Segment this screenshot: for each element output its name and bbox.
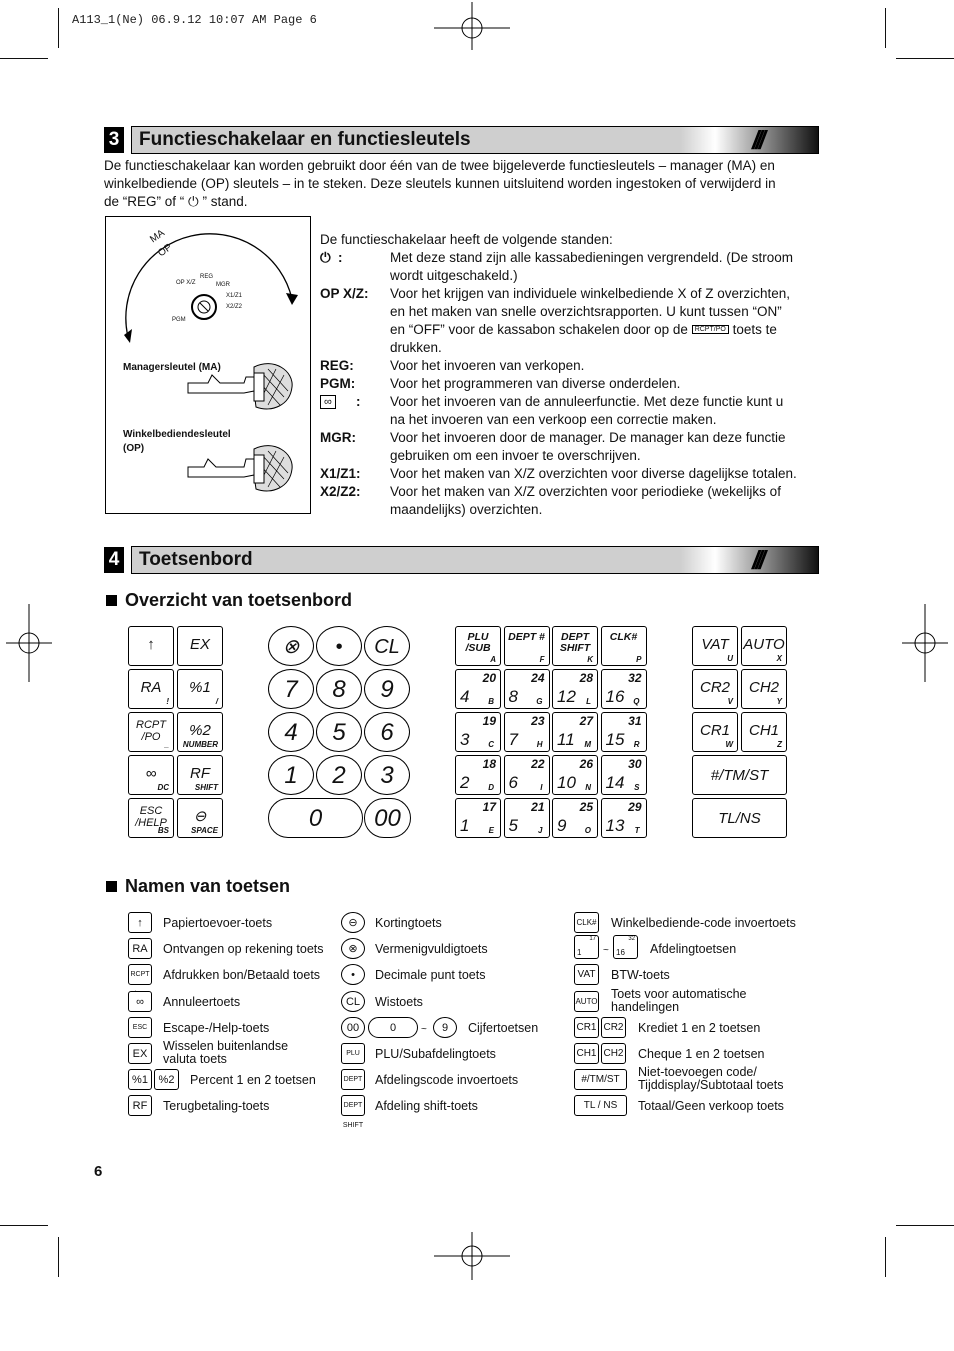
legend-key-icon (613, 935, 638, 959)
legend-label: BTW-toets (611, 968, 670, 983)
department-key[interactable] (504, 712, 550, 752)
numpad-key[interactable]: 5 (316, 712, 362, 752)
legend-key-icon: 9 (433, 1017, 457, 1038)
key-sublabel: X (776, 654, 782, 663)
numpad-key[interactable]: 2 (316, 755, 362, 795)
numpad-key[interactable]: 8 (316, 669, 362, 709)
numpad-key[interactable]: 3 (364, 755, 410, 795)
key-sublabel: V (727, 697, 733, 706)
key-sublabel: P (636, 655, 642, 664)
key-label: ∞ (145, 765, 157, 782)
legend-key-icon: DEPT SHIFT (341, 1095, 365, 1116)
legend-key-icon: 0 (368, 1017, 418, 1038)
legend-label: PLU/Subafdelingtoets (375, 1047, 496, 1061)
key-top-number: 17 (589, 936, 596, 943)
dept-bottom-number: 7 (508, 730, 518, 749)
key-ra[interactable] (128, 669, 174, 709)
key--1[interactable] (177, 669, 223, 709)
dept-bottom-number: 12 (557, 687, 576, 706)
numpad-key[interactable]: 0 (268, 798, 363, 838)
dept-function-key[interactable] (601, 626, 647, 666)
legend-label: Krediet 1 en 2 toetsen (638, 1020, 761, 1035)
dept-function-key[interactable] (455, 626, 501, 666)
legend-label: Papiertoevoer-toets (163, 916, 273, 930)
dept-top-number: 20 (482, 671, 496, 685)
dept-top-number: 17 (482, 800, 496, 814)
key-cr2[interactable] (692, 669, 738, 709)
key-rf[interactable] (177, 755, 223, 795)
numpad-key[interactable]: ⊗ (268, 626, 314, 666)
position-mgr: MGR: Voor het invoeren door de manager. De manager kan deze functie gebruiken om een invoer te overschrijven. (320, 430, 786, 463)
legend-key-icon: 00 (341, 1017, 365, 1038)
key-sublabel: SHIFT (194, 783, 218, 792)
slashes-decoration: /// (752, 545, 762, 575)
legend-label: Toets voor automatische handelingen (611, 986, 747, 1014)
key-sublabel: F (539, 655, 545, 664)
position-off: ⏻ : Met deze stand zijn alle kassabedieningen vergrendeld. (De stroom wordt uitgeschakeld.) (320, 250, 793, 283)
numpad-key[interactable]: 00 (364, 798, 411, 838)
legend-key-icon: VAT (574, 964, 599, 985)
wide-key[interactable]: TL/NS (692, 798, 787, 838)
dept-bottom-number: 5 (508, 816, 518, 835)
key-sublabel: / (215, 697, 218, 706)
key-label: RF (190, 765, 210, 782)
key--[interactable] (128, 755, 174, 795)
legend-label: Cijfertoetsen (468, 1020, 539, 1035)
key-vat[interactable] (692, 626, 738, 666)
dept-top-number: 25 (579, 800, 593, 814)
legend-key-icon: %2 (154, 1069, 179, 1090)
page-number: 6 (94, 1163, 103, 1180)
department-key[interactable] (504, 669, 550, 709)
key-bottom-number: 16 (616, 948, 625, 958)
dept-bottom-number: 1 (460, 816, 470, 835)
registration-mark (432, 1232, 512, 1282)
legend-key-icon: ↑ (128, 912, 152, 933)
power-icon: ⏻ (320, 250, 331, 265)
dept-top-number: 27 (579, 714, 593, 728)
dept-bottom-number: 10 (557, 773, 576, 792)
dept-top-number: 28 (579, 671, 593, 685)
legend-label: Totaal/Geen verkoop toets (638, 1099, 784, 1114)
department-key[interactable] (552, 755, 598, 795)
legend-key-icon: TL / NS (574, 1095, 627, 1116)
department-key[interactable] (552, 669, 598, 709)
key-diagram (105, 216, 311, 514)
key-sublabel: B (488, 697, 494, 706)
legend-label: Wisselen buitenlandse valuta toets (163, 1039, 289, 1066)
legend-label: Afdeling shift-toets (375, 1099, 478, 1114)
key--[interactable] (177, 798, 223, 838)
legend-key-icon (574, 935, 599, 959)
manager-key-icon (184, 357, 296, 417)
key-sublabel: H (536, 740, 543, 749)
clerk-key-label: Winkelbediendesleutel (123, 429, 231, 440)
key-sublabel: Q (633, 697, 640, 706)
department-key[interactable] (455, 798, 501, 838)
key-ch1[interactable] (741, 712, 787, 752)
department-key[interactable] (601, 755, 647, 795)
key-ch2[interactable] (741, 669, 787, 709)
dept-top-number: 21 (531, 800, 545, 814)
legend-label: Afdelingscode invoertoets (375, 1073, 519, 1088)
key-ex[interactable] (177, 626, 223, 666)
key-label: ⊖ (193, 808, 207, 825)
positions-list (320, 249, 840, 519)
label-x2z2: X2/Z2 (226, 304, 243, 310)
intro-line: winkelbediende (OP) sleutels – in te steken. Deze sleutels kunnen uitsluitend worden ingestoken of verwijderd in (104, 176, 776, 191)
position-x2z2: X2/Z2: Voor het maken van X/Z overzichten voor periodieke (wekelijks of maandelijks) overzichten. (320, 484, 781, 517)
dept-bottom-number: 6 (508, 773, 518, 792)
intro-paragraph (104, 157, 834, 211)
subheading-names: Namen van toetsen (106, 876, 290, 897)
legend-key-icon: ⊖ (341, 912, 365, 933)
dept-bottom-number: 9 (557, 816, 567, 835)
numpad-key[interactable]: 9 (364, 669, 410, 709)
key-sublabel: K (587, 655, 593, 664)
legend-label: Afdelingtoetsen (650, 942, 737, 957)
key-label: RCPT /PO (136, 719, 166, 743)
key-label: %1 (189, 679, 211, 696)
dept-bottom-number: 11 (557, 730, 575, 749)
key-label: PLU /SUB (465, 631, 491, 654)
legend-key-icon: RF (128, 1095, 152, 1116)
key-sublabel: T (634, 826, 640, 835)
legend-key-icon: CR1 (574, 1017, 599, 1038)
legend-label: Niet-toevoegen code/ Tijddisplay/Subtotaal toets (638, 1065, 784, 1093)
dept-top-number: 29 (628, 800, 642, 814)
subheading-overview: Overzicht van toetsenbord (106, 590, 352, 611)
dept-top-number: 32 (628, 671, 642, 685)
key-sublabel: E (488, 826, 494, 835)
legend-key-icon: ∞ (128, 991, 152, 1012)
key-sublabel: Z (777, 740, 782, 749)
legend-key-icon: CR2 (601, 1017, 626, 1038)
section-number: 4 (104, 547, 124, 573)
label-op: OP (156, 241, 175, 260)
department-key[interactable] (504, 798, 550, 838)
legend-key-icon: RA (128, 938, 152, 959)
label-x1z1: X1/Z1 (226, 293, 243, 299)
legend-key-icon: CL (341, 991, 365, 1012)
manager-key-label: Managersleutel (MA) (123, 362, 221, 373)
slashes-decoration: /// (752, 125, 762, 155)
legend-key-icon: #/TM/ST (574, 1069, 627, 1090)
key-sublabel: _ (164, 740, 169, 749)
key-cr1[interactable] (692, 712, 738, 752)
key-sublabel: M (584, 740, 591, 749)
key-sublabel: A (490, 655, 496, 664)
void-icon: ∞ (320, 395, 336, 409)
label-opxz: OP X/Z (176, 280, 196, 286)
legend-key-icon: EX (128, 1043, 152, 1064)
key-sublabel: D (488, 783, 494, 792)
key-label: ↑ (147, 636, 155, 653)
position-void: ∞ : Voor het invoeren van de annuleerfunctie. Met deze functie kunt u na het invoeren van een verkoop een correctie maken. (320, 393, 840, 429)
key-sublabel: O (584, 826, 591, 835)
legend-key-icon: ESC (128, 1017, 152, 1038)
department-key[interactable] (552, 798, 598, 838)
section-title: Toetsenbord (139, 549, 253, 570)
key-sublabel: U (727, 654, 733, 663)
key-label: %2 (189, 722, 211, 739)
power-icon: ⏻ (184, 194, 203, 209)
key--[interactable] (128, 626, 174, 666)
legend-key-icon: CH1 (574, 1043, 599, 1064)
key-auto[interactable] (741, 626, 787, 666)
numpad-key[interactable]: 7 (268, 669, 314, 709)
legend-label: Cheque 1 en 2 toetsen (638, 1047, 765, 1061)
department-key[interactable] (455, 712, 501, 752)
dept-bottom-number: 2 (460, 773, 470, 792)
crop-mark (896, 1225, 954, 1226)
legend-label: Percent 1 en 2 toetsen (190, 1073, 316, 1088)
dept-top-number: 19 (482, 714, 496, 728)
legend-label: Decimale punt toets (375, 968, 486, 983)
legend-key-icon: • (341, 964, 365, 985)
label-reg: REG (200, 274, 214, 280)
legend-key-icon: AUTO (574, 991, 599, 1012)
legend-label: Annuleertoets (163, 994, 241, 1009)
intro-line: de “REG” of “ ⏻ ” stand. (104, 194, 248, 209)
dept-bottom-number: 8 (508, 687, 518, 706)
crop-mark (58, 8, 59, 48)
key-label: DEPT SHIFT (559, 631, 591, 654)
key-sublabel: Y (776, 697, 782, 706)
crop-mark (0, 1225, 48, 1226)
dept-bottom-number: 15 (605, 730, 625, 749)
dept-bottom-number: 4 (460, 687, 470, 706)
numpad-key[interactable]: • (316, 626, 362, 666)
department-key[interactable] (504, 755, 550, 795)
key-top-number: 32 (628, 936, 635, 943)
key-sublabel: I (540, 783, 543, 792)
dept-top-number: 26 (579, 757, 593, 771)
section-title: Functieschakelaar en functiesleutels (139, 129, 471, 150)
key-label: CR1 (699, 722, 730, 739)
department-key[interactable] (601, 669, 647, 709)
department-key[interactable] (455, 669, 501, 709)
key-sublabel: L (586, 697, 591, 706)
dept-top-number: 23 (531, 714, 545, 728)
legend-key-icon: CLK# (574, 912, 599, 933)
crop-mark (885, 8, 886, 48)
numpad-key[interactable]: 6 (364, 712, 410, 752)
label-mgr: MGR (216, 282, 230, 288)
label-ma: MA (148, 227, 167, 246)
key-sublabel: ! (166, 697, 169, 706)
legend-label: Winkelbediende-code invoertoets (611, 916, 796, 930)
key-label: CLK# (609, 631, 638, 643)
dept-bottom-number: 13 (605, 816, 625, 835)
registration-mark (432, 2, 512, 52)
legend-key-icon: %1 (128, 1069, 152, 1090)
key-label: EX (189, 636, 210, 653)
legend-key-icon: ⊗ (341, 938, 365, 959)
key-sublabel: J (538, 826, 543, 835)
legend-key-icon: PLU (341, 1043, 365, 1064)
crop-mark (0, 58, 48, 59)
legend-separator: ~ (603, 945, 609, 957)
label-pgm: PGM (172, 317, 186, 323)
key-sublabel: BS (157, 826, 169, 835)
department-key[interactable] (552, 712, 598, 752)
position-reg: REG: Voor het invoeren van verkopen. (320, 358, 585, 373)
dept-function-key[interactable] (552, 626, 598, 666)
rcpt-po-key-icon: RCPT/PO (692, 325, 729, 334)
key-sublabel: W (725, 740, 733, 749)
registration-mark (6, 604, 52, 684)
key-sublabel: C (488, 740, 494, 749)
key--2[interactable] (177, 712, 223, 752)
crop-mark (58, 1237, 59, 1277)
numpad-key[interactable]: 4 (268, 712, 314, 752)
key-label: AUTO (743, 636, 785, 653)
dept-bottom-number: 3 (460, 730, 470, 749)
numpad-key[interactable]: CL (364, 626, 410, 666)
key-label: RA (140, 679, 162, 696)
key-sublabel: R (633, 740, 640, 749)
legend-label: Escape-/Help-toets (163, 1020, 270, 1035)
key-sublabel: N (585, 783, 591, 792)
key-label: VAT (701, 636, 729, 653)
department-key[interactable] (601, 712, 647, 752)
clerk-key-label: (OP) (123, 443, 145, 454)
intro-line: De functieschakelaar kan worden gebruikt door één van de twee bijgeleverde functiesleutels – manager (MA) en (104, 158, 775, 173)
dept-top-number: 22 (531, 757, 545, 771)
position-pgm: PGM: Voor het programmeren van diverse onderdelen. (320, 376, 681, 391)
clerk-key-icon (184, 437, 296, 501)
print-header: A113_1(Ne) 06.9.12 10:07 AM Page 6 (72, 13, 317, 27)
key-sublabel: SPACE (191, 826, 218, 835)
position-opxz: OP X/Z: Voor het krijgen van individuele winkelbediende X of Z overzichten, en het maken van snelle overzichtsrapporten. U kunt tussen “ON” en “OFF” voor de kassabon schakelen door op de RCPT/PO toets te drukken. (320, 286, 790, 356)
dept-bottom-number: 16 (605, 687, 625, 706)
legend-label: Terugbetaling-toets (163, 1099, 270, 1114)
positions-intro: De functieschakelaar heeft de volgende standen: (320, 232, 613, 247)
key-label: ESC /HELP (135, 805, 167, 829)
key-sublabel: S (634, 783, 640, 792)
key-esc-help[interactable] (128, 798, 174, 838)
legend-label: Afdrukken bon/Betaald toets (163, 968, 321, 983)
dept-function-key[interactable] (504, 626, 550, 666)
key-label: DEPT # (508, 631, 545, 643)
legend-key-icon: DEPT (341, 1069, 365, 1090)
key-rcpt-po[interactable] (128, 712, 174, 752)
legend-key-icon: CH2 (601, 1043, 626, 1064)
wide-key[interactable]: #/TM/ST (692, 755, 787, 795)
legend-label: Vermenigvuldigtoets (375, 942, 488, 957)
dept-top-number: 31 (628, 714, 642, 728)
key-sublabel: G (536, 697, 543, 706)
legend-label: Kortingtoets (375, 916, 442, 930)
legend-key-icon: RCPT (128, 964, 152, 985)
crop-mark (896, 58, 954, 59)
dept-top-number: 30 (628, 757, 642, 771)
legend-label: Ontvangen op rekening toets (163, 942, 324, 957)
position-x1z1: X1/Z1: Voor het maken van X/Z overzichten voor diverse dagelijkse totalen. (320, 466, 797, 481)
dept-top-number: 18 (482, 757, 496, 771)
crop-mark (885, 1237, 886, 1277)
dept-bottom-number: 14 (605, 773, 625, 792)
key-label: CH1 (748, 722, 779, 739)
key-sublabel: DC (157, 783, 169, 792)
section-number: 3 (104, 127, 124, 153)
department-key[interactable] (601, 798, 647, 838)
registration-mark (902, 604, 948, 684)
key-sublabel: NUMBER (182, 740, 218, 749)
legend-label: Wistoets (375, 994, 423, 1009)
legend-separator: ~ (421, 1023, 427, 1035)
dept-top-number: 24 (531, 671, 545, 685)
key-bottom-number: 1 (577, 948, 582, 958)
key-label: CH2 (748, 679, 779, 696)
key-label: CR2 (699, 679, 730, 696)
numpad-key[interactable]: 1 (268, 755, 314, 795)
department-key[interactable] (455, 755, 501, 795)
